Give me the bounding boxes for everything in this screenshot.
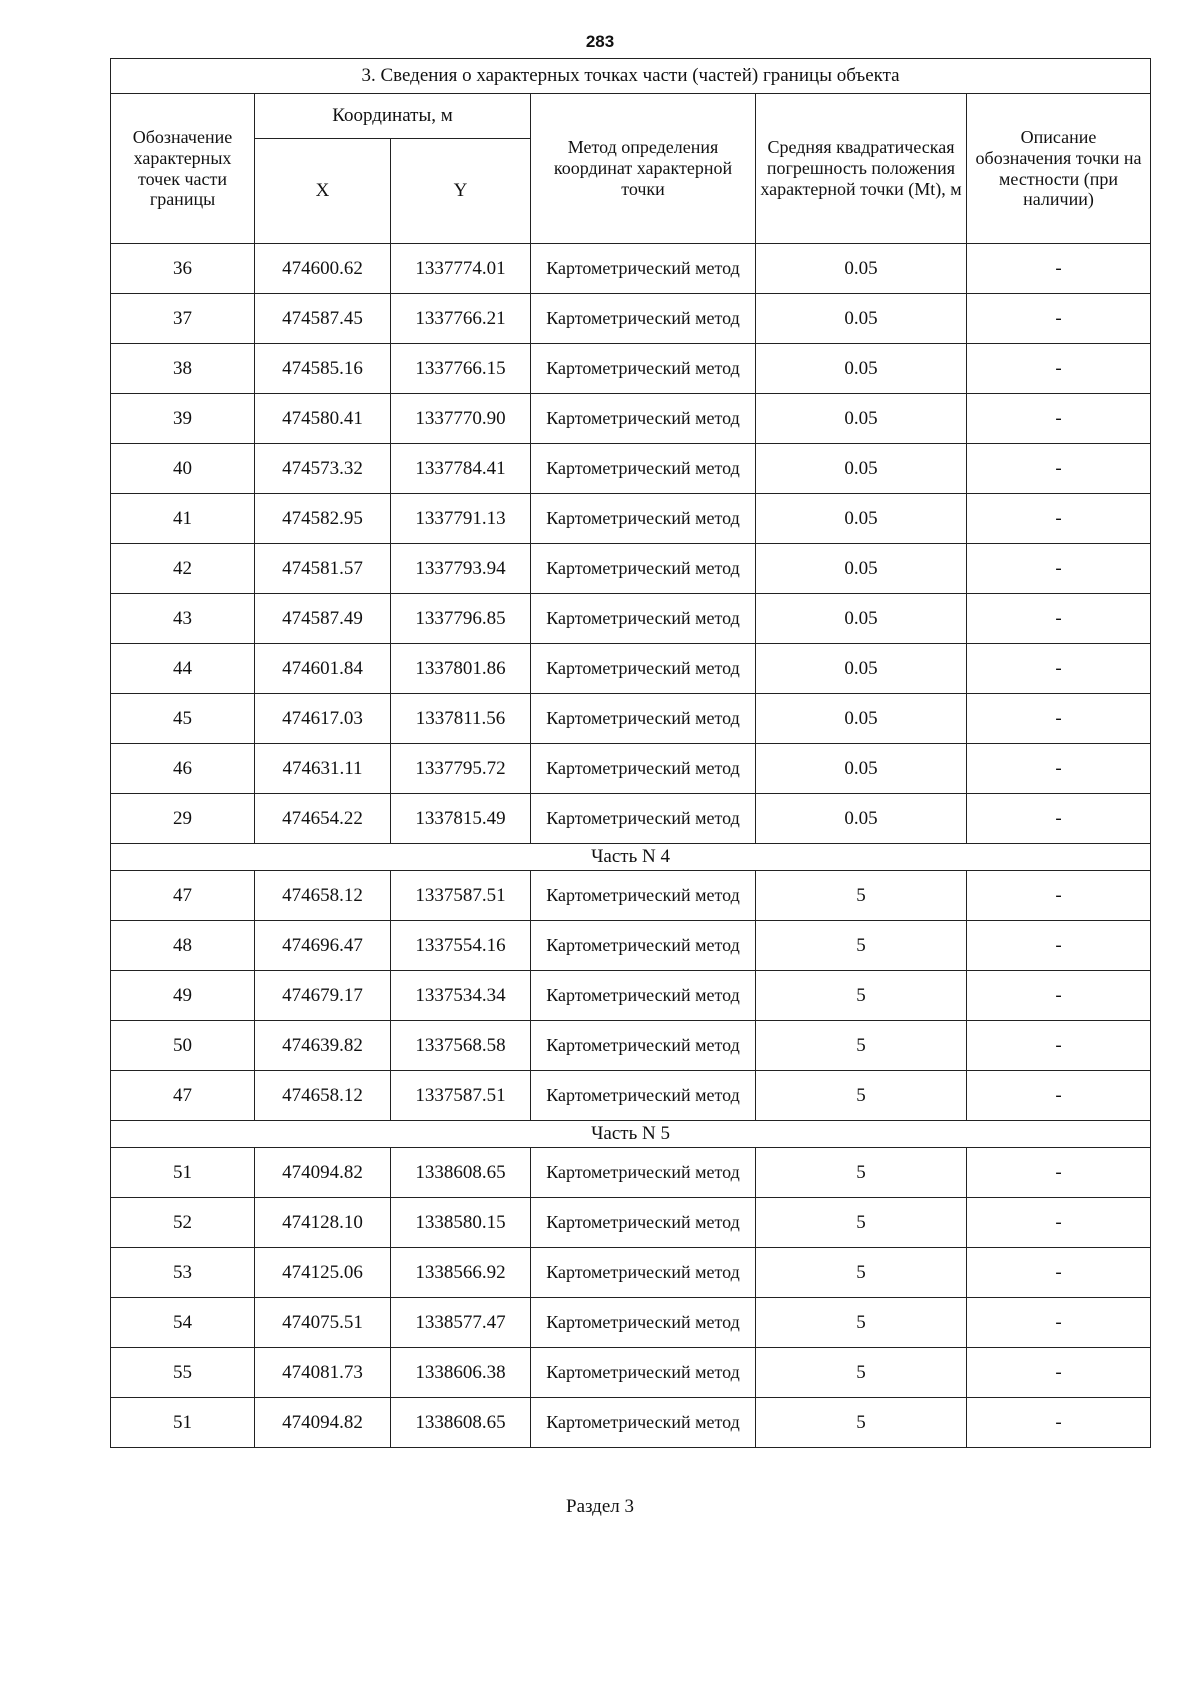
cell-method: Картометрический метод bbox=[531, 594, 756, 644]
cell-description: - bbox=[967, 921, 1151, 971]
cell-point: 29 bbox=[111, 794, 255, 844]
table-row bbox=[111, 544, 1151, 594]
cell-x: 474601.84 bbox=[255, 644, 391, 694]
table-row bbox=[111, 244, 1151, 294]
cell-y: 1338606.38 bbox=[391, 1348, 531, 1398]
cell-error: 0.05 bbox=[756, 244, 967, 294]
cell-point: 47 bbox=[111, 871, 255, 921]
table-row bbox=[111, 921, 1151, 971]
part-heading: Часть N 5 bbox=[111, 1121, 1151, 1148]
cell-method: Картометрический метод bbox=[531, 544, 756, 594]
cell-error: 0.05 bbox=[756, 394, 967, 444]
cell-x: 474075.51 bbox=[255, 1298, 391, 1348]
cell-error: 5 bbox=[756, 921, 967, 971]
cell-description: - bbox=[967, 594, 1151, 644]
cell-description: - bbox=[967, 1298, 1151, 1348]
cell-x: 474587.45 bbox=[255, 294, 391, 344]
cell-method: Картометрический метод bbox=[531, 1071, 756, 1121]
cell-error: 0.05 bbox=[756, 644, 967, 694]
table-row bbox=[111, 494, 1151, 544]
cell-description: - bbox=[967, 644, 1151, 694]
table-row bbox=[111, 344, 1151, 394]
cell-y: 1337770.90 bbox=[391, 394, 531, 444]
cell-y: 1337766.15 bbox=[391, 344, 531, 394]
table-row bbox=[111, 1148, 1151, 1198]
cell-description: - bbox=[967, 444, 1151, 494]
cell-point: 40 bbox=[111, 444, 255, 494]
cell-x: 474580.41 bbox=[255, 394, 391, 444]
cell-error: 5 bbox=[756, 1148, 967, 1198]
cell-point: 38 bbox=[111, 344, 255, 394]
cell-error: 0.05 bbox=[756, 294, 967, 344]
cell-point: 46 bbox=[111, 744, 255, 794]
header-error: Средняя квадратическая погрешность положения характерной точки (Mt), м bbox=[756, 94, 967, 244]
table-row bbox=[111, 871, 1151, 921]
cell-x: 474587.49 bbox=[255, 594, 391, 644]
table-row bbox=[111, 1348, 1151, 1398]
cell-method: Картометрический метод bbox=[531, 244, 756, 294]
table-row bbox=[111, 644, 1151, 694]
table-row bbox=[111, 594, 1151, 644]
boundary-points-table bbox=[110, 58, 1151, 1448]
table-row bbox=[111, 971, 1151, 1021]
cell-description: - bbox=[967, 744, 1151, 794]
cell-error: 5 bbox=[756, 1398, 967, 1448]
cell-error: 0.05 bbox=[756, 594, 967, 644]
cell-y: 1338608.65 bbox=[391, 1148, 531, 1198]
cell-method: Картометрический метод bbox=[531, 794, 756, 844]
cell-error: 5 bbox=[756, 1021, 967, 1071]
cell-error: 0.05 bbox=[756, 544, 967, 594]
cell-description: - bbox=[967, 1071, 1151, 1121]
cell-y: 1337534.34 bbox=[391, 971, 531, 1021]
cell-point: 53 bbox=[111, 1248, 255, 1298]
cell-description: - bbox=[967, 1021, 1151, 1071]
table-row bbox=[111, 1398, 1151, 1448]
table-row bbox=[111, 444, 1151, 494]
cell-y: 1337815.49 bbox=[391, 794, 531, 844]
cell-method: Картометрический метод bbox=[531, 394, 756, 444]
cell-description: - bbox=[967, 544, 1151, 594]
table-row bbox=[111, 394, 1151, 444]
cell-y: 1338580.15 bbox=[391, 1198, 531, 1248]
cell-point: 42 bbox=[111, 544, 255, 594]
cell-y: 1337774.01 bbox=[391, 244, 531, 294]
cell-point: 55 bbox=[111, 1348, 255, 1398]
cell-description: - bbox=[967, 971, 1151, 1021]
cell-point: 51 bbox=[111, 1398, 255, 1448]
cell-method: Картометрический метод bbox=[531, 1248, 756, 1298]
cell-y: 1337801.86 bbox=[391, 644, 531, 694]
page-number: 283 bbox=[585, 32, 615, 51]
cell-y: 1338577.47 bbox=[391, 1298, 531, 1348]
cell-method: Картометрический метод bbox=[531, 494, 756, 544]
cell-description: - bbox=[967, 1398, 1151, 1448]
cell-method: Картометрический метод bbox=[531, 694, 756, 744]
cell-y: 1337811.56 bbox=[391, 694, 531, 744]
cell-method: Картометрический метод bbox=[531, 1398, 756, 1448]
cell-x: 474125.06 bbox=[255, 1248, 391, 1298]
cell-point: 45 bbox=[111, 694, 255, 744]
cell-y: 1338566.92 bbox=[391, 1248, 531, 1298]
cell-error: 0.05 bbox=[756, 744, 967, 794]
table-row bbox=[111, 694, 1151, 744]
section-label: Раздел 3 bbox=[566, 1496, 634, 1517]
cell-error: 0.05 bbox=[756, 794, 967, 844]
cell-x: 474081.73 bbox=[255, 1348, 391, 1398]
cell-method: Картометрический метод bbox=[531, 1348, 756, 1398]
cell-x: 474639.82 bbox=[255, 1021, 391, 1071]
cell-x: 474679.17 bbox=[255, 971, 391, 1021]
cell-error: 5 bbox=[756, 1248, 967, 1298]
cell-point: 37 bbox=[111, 294, 255, 344]
cell-x: 474582.95 bbox=[255, 494, 391, 544]
table-body bbox=[111, 244, 1151, 1448]
cell-method: Картометрический метод bbox=[531, 294, 756, 344]
cell-description: - bbox=[967, 694, 1151, 744]
part-heading-row bbox=[111, 1121, 1151, 1148]
cell-y: 1337784.41 bbox=[391, 444, 531, 494]
cell-method: Картометрический метод bbox=[531, 921, 756, 971]
cell-x: 474658.12 bbox=[255, 871, 391, 921]
cell-point: 44 bbox=[111, 644, 255, 694]
cell-error: 5 bbox=[756, 1198, 967, 1248]
cell-point: 51 bbox=[111, 1148, 255, 1198]
table-row bbox=[111, 744, 1151, 794]
cell-description: - bbox=[967, 294, 1151, 344]
part-heading-row bbox=[111, 844, 1151, 871]
table-row bbox=[111, 1071, 1151, 1121]
cell-y: 1337568.58 bbox=[391, 1021, 531, 1071]
cell-y: 1337795.72 bbox=[391, 744, 531, 794]
cell-y: 1337791.13 bbox=[391, 494, 531, 544]
cell-method: Картометрический метод bbox=[531, 1021, 756, 1071]
cell-method: Картометрический метод bbox=[531, 971, 756, 1021]
cell-description: - bbox=[967, 1348, 1151, 1398]
cell-description: - bbox=[967, 1248, 1151, 1298]
cell-method: Картометрический метод bbox=[531, 1198, 756, 1248]
header-x: X bbox=[255, 139, 391, 244]
cell-error: 0.05 bbox=[756, 344, 967, 394]
table-row bbox=[111, 1248, 1151, 1298]
cell-y: 1337766.21 bbox=[391, 294, 531, 344]
cell-error: 0.05 bbox=[756, 494, 967, 544]
cell-error: 5 bbox=[756, 1071, 967, 1121]
cell-point: 50 bbox=[111, 1021, 255, 1071]
cell-error: 0.05 bbox=[756, 694, 967, 744]
cell-description: - bbox=[967, 1148, 1151, 1198]
cell-description: - bbox=[967, 871, 1151, 921]
header-description: Описание обозначения точки на местности (при наличии) bbox=[967, 94, 1151, 244]
cell-x: 474631.11 bbox=[255, 744, 391, 794]
cell-x: 474654.22 bbox=[255, 794, 391, 844]
cell-description: - bbox=[967, 244, 1151, 294]
cell-x: 474617.03 bbox=[255, 694, 391, 744]
table-row bbox=[111, 794, 1151, 844]
cell-x: 474658.12 bbox=[255, 1071, 391, 1121]
cell-y: 1337587.51 bbox=[391, 1071, 531, 1121]
cell-error: 5 bbox=[756, 871, 967, 921]
cell-error: 5 bbox=[756, 971, 967, 1021]
cell-method: Картометрический метод bbox=[531, 644, 756, 694]
cell-point: 41 bbox=[111, 494, 255, 544]
cell-y: 1337796.85 bbox=[391, 594, 531, 644]
cell-x: 474094.82 bbox=[255, 1148, 391, 1198]
cell-method: Картометрический метод bbox=[531, 444, 756, 494]
cell-method: Картометрический метод bbox=[531, 871, 756, 921]
cell-y: 1337587.51 bbox=[391, 871, 531, 921]
part-heading: Часть N 4 bbox=[111, 844, 1151, 871]
cell-description: - bbox=[967, 394, 1151, 444]
cell-x: 474573.32 bbox=[255, 444, 391, 494]
cell-x: 474696.47 bbox=[255, 921, 391, 971]
cell-method: Картометрический метод bbox=[531, 1298, 756, 1348]
cell-x: 474600.62 bbox=[255, 244, 391, 294]
header-method: Метод определения координат характерной точки bbox=[531, 94, 756, 244]
cell-y: 1337554.16 bbox=[391, 921, 531, 971]
cell-point: 47 bbox=[111, 1071, 255, 1121]
cell-y: 1338608.65 bbox=[391, 1398, 531, 1448]
cell-description: - bbox=[967, 494, 1151, 544]
cell-description: - bbox=[967, 794, 1151, 844]
cell-x: 474581.57 bbox=[255, 544, 391, 594]
cell-y: 1337793.94 bbox=[391, 544, 531, 594]
cell-error: 5 bbox=[756, 1298, 967, 1348]
header-y: Y bbox=[391, 139, 531, 244]
cell-method: Картометрический метод bbox=[531, 1148, 756, 1198]
cell-point: 39 bbox=[111, 394, 255, 444]
table-row bbox=[111, 1021, 1151, 1071]
table-title: 3. Сведения о характерных точках части (частей) границы объекта bbox=[111, 59, 1151, 94]
cell-description: - bbox=[967, 344, 1151, 394]
table-row bbox=[111, 294, 1151, 344]
cell-error: 0.05 bbox=[756, 444, 967, 494]
cell-point: 43 bbox=[111, 594, 255, 644]
cell-x: 474094.82 bbox=[255, 1398, 391, 1448]
cell-point: 54 bbox=[111, 1298, 255, 1348]
cell-point: 49 bbox=[111, 971, 255, 1021]
cell-point: 36 bbox=[111, 244, 255, 294]
cell-method: Картометрический метод bbox=[531, 344, 756, 394]
cell-x: 474128.10 bbox=[255, 1198, 391, 1248]
cell-x: 474585.16 bbox=[255, 344, 391, 394]
cell-description: - bbox=[967, 1198, 1151, 1248]
header-coordinates: Координаты, м bbox=[255, 94, 531, 139]
table-row bbox=[111, 1198, 1151, 1248]
header-point-designation: Обозначение характерных точек части границы bbox=[111, 94, 255, 244]
cell-error: 5 bbox=[756, 1348, 967, 1398]
cell-point: 52 bbox=[111, 1198, 255, 1248]
cell-method: Картометрический метод bbox=[531, 744, 756, 794]
cell-point: 48 bbox=[111, 921, 255, 971]
table-row bbox=[111, 1298, 1151, 1348]
